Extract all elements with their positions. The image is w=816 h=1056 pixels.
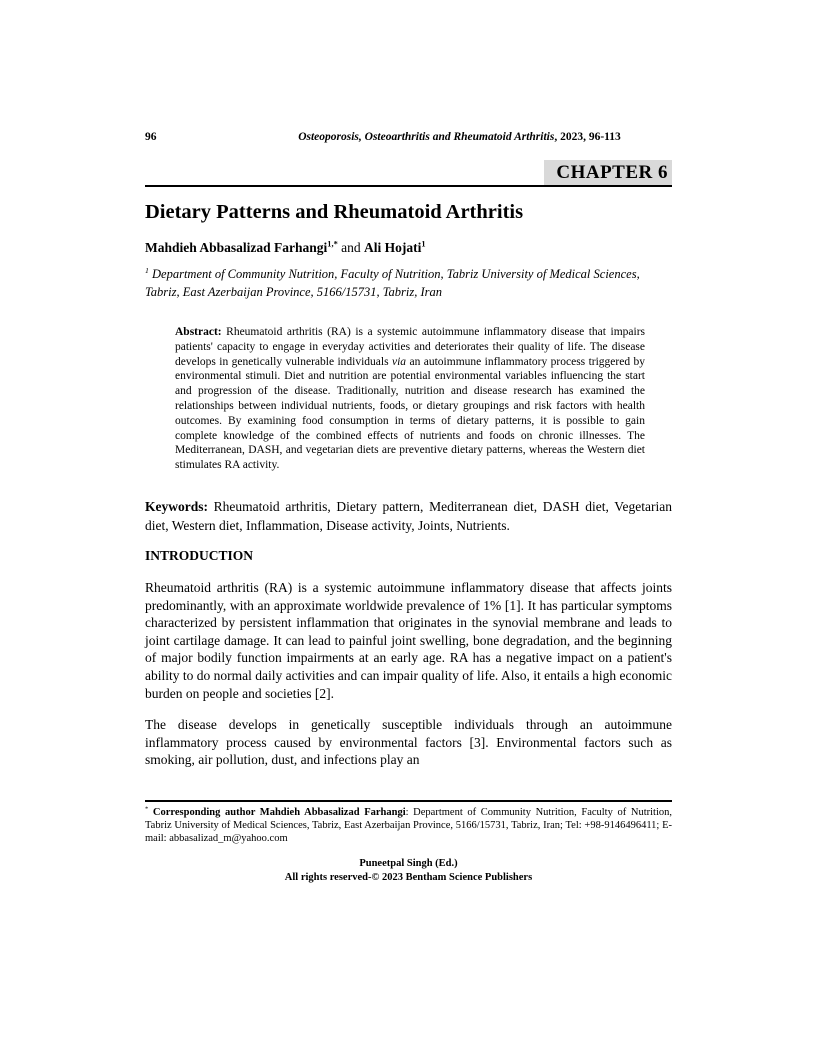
- chapter-banner-row: [145, 160, 672, 187]
- footnote-text: : Department of Community Nutrition, Faculty of Nutrition, Tabriz University of Medical Sciences, Tabriz, East Azerbaijan Province, 5166/15731, Tabriz, Iran; Tel: +98-9146496411; E-mail: abbasalizad_m@yahoo.com: [145, 807, 672, 844]
- page-footer: [145, 800, 672, 884]
- authors-joiner: and: [337, 240, 364, 255]
- keywords-label: Keywords:: [145, 498, 208, 514]
- keywords-text: Rheumatoid arthritis, Dietary pattern, Mediterranean diet, DASH diet, Vegetarian diet, Western diet, Inflammation, Disease activity, Joints, Nutrients.: [145, 498, 672, 534]
- running-title-suffix: , 2023, 96-113: [554, 131, 621, 143]
- abstract-italic-via: via: [392, 355, 407, 368]
- footnote-rule: [145, 800, 672, 802]
- page-number: 96: [145, 131, 157, 143]
- abstract-label: Abstract:: [175, 326, 222, 338]
- abstract-text-1: Rheumatoid arthritis (RA) is a systemic autoimmune inflammatory disease that impairs patients' capacity to engage in everyday activities and deteriorates their quality of life. The disease develops in genetically vulnerable individuals: [175, 326, 645, 368]
- section-heading-introduction: INTRODUCTION: [145, 547, 254, 563]
- footnote-marker: *: [145, 805, 149, 813]
- footnote-bold-text: Corresponding author Mahdieh Abbasalizad Farhangi: [148, 807, 406, 818]
- authors-line: [145, 239, 672, 256]
- intro-paragraph-1: Rheumatoid arthritis (RA) is a systemic autoimmune inflammatory disease that affects joints predominantly, with an approximate worldwide prevalence of 1% [1]. It has particular symptoms characterized by persistent inflammation that originates in the synovial membrane and leads to joint cartilage damage. It can lead to painful joint swelling, bone degradation, and the beginning of major bodily function impairments at an early age. RA has a negative impact on a patient's ability to do normal daily activities and can impair quality of life. Also, it entails a high economic burden on people and societies [2].: [145, 579, 672, 701]
- abstract: [175, 325, 645, 473]
- editor-line: Puneetpal Singh (Ed.): [359, 858, 458, 869]
- chapter-title: Dietary Patterns and Rheumatoid Arthritis: [145, 201, 524, 223]
- affiliation-superscript: 1: [145, 265, 149, 275]
- author-1-superscript: 1,*: [327, 239, 338, 249]
- running-title-journal: Osteoporosis, Osteoarthritis and Rheumatoid Arthritis: [298, 131, 555, 143]
- abstract-text-2: an autoimmune inflammatory process triggered by environmental stimuli. Diet and nutrition are potential environmental variables influencing the start and progression of the disease. Traditionally, nutrition and disease research has examined the relationships between individual nutrients, foods, or dietary groupings and risk factors with health outcomes. By examining food consumption in terms of dietary patterns, it is possible to gain complete knowledge of the combined effects of nutrients and foods on chronic illnesses. The Mediterranean, DASH, and vegetarian diets are preventive dietary patterns, whereas the Western diet stimulates RA activity.: [175, 355, 645, 472]
- corresponding-author-footnote: [145, 806, 672, 845]
- copyright-line: All rights reserved-© 2023 Bentham Science Publishers: [284, 871, 533, 883]
- intro-paragraph-2: The disease develops in genetically susceptible individuals through an autoimmune inflammatory process caused by environmental factors [3]. Environmental factors such as smoking, air pollution, dust, and infections play an: [145, 717, 672, 768]
- author-2-name: Ali Hojati: [364, 240, 422, 255]
- author-1-name: Mahdieh Abbasalizad Farhangi: [145, 240, 328, 255]
- affiliation: [145, 265, 672, 301]
- author-2-superscript: 1: [421, 239, 426, 249]
- keywords-line: [145, 497, 672, 536]
- page-header: [145, 130, 672, 144]
- chapter-label: CHAPTER 6: [544, 160, 672, 185]
- running-title: [247, 130, 672, 144]
- affiliation-text: Department of Community Nutrition, Faculty of Nutrition, Tabriz University of Medical Sciences, Tabriz, East Azerbaijan Province, 5166/15731, Tabriz, Iran: [145, 267, 640, 299]
- page-content: [145, 130, 672, 883]
